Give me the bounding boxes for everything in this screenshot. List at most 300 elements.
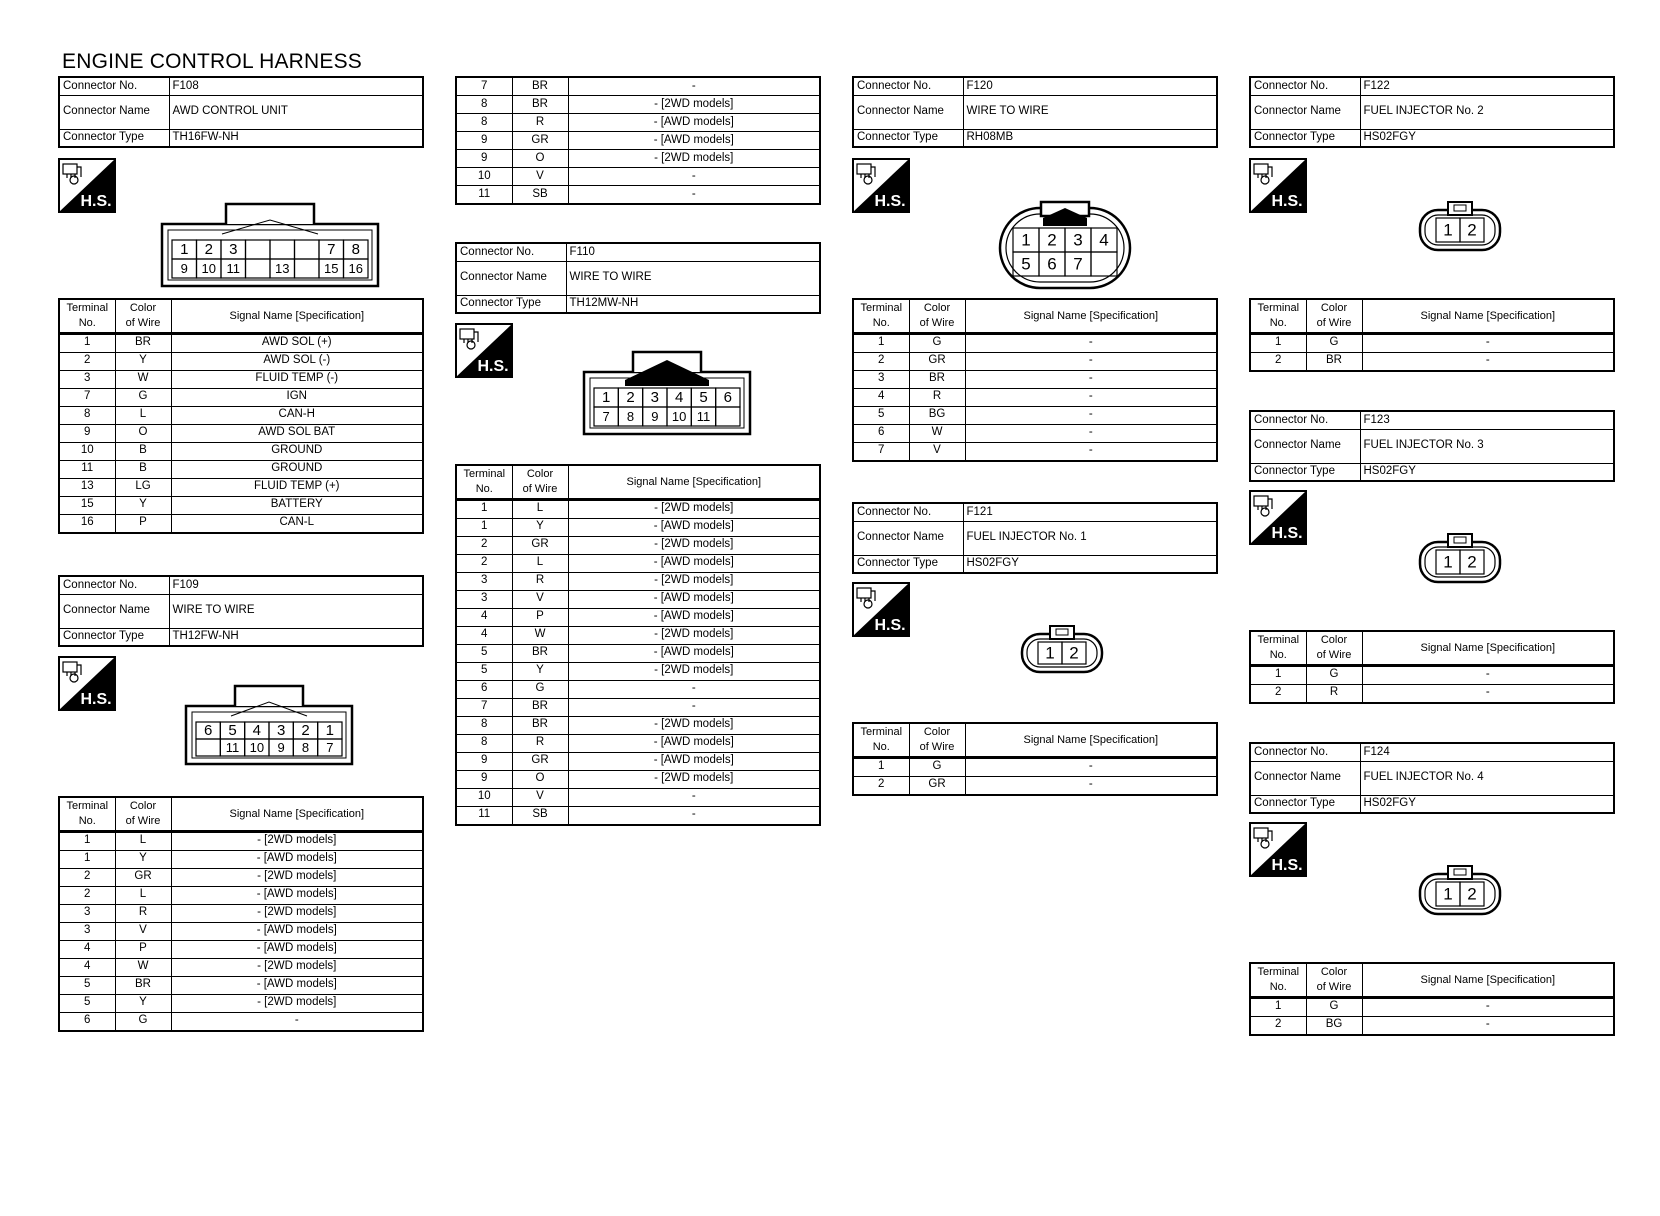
wire-color-cell: BR — [512, 96, 568, 114]
connector-no-value: F122 — [1360, 77, 1614, 95]
signal-name-header: Signal Name [Specification] — [171, 299, 423, 333]
signal-name-cell: - [2WD models] — [171, 994, 423, 1012]
signal-name-cell: - — [965, 757, 1217, 776]
wire-color-cell: GR — [512, 132, 568, 150]
pin-number: 4 — [252, 722, 262, 739]
wire-color-cell: Y — [115, 994, 171, 1012]
f122-terminal-table — [1249, 298, 1615, 372]
table-row — [456, 752, 820, 770]
signal-name-cell: AWD SOL (+) — [171, 333, 423, 352]
terminal-no-cell: 11 — [456, 806, 512, 825]
terminal-no-cell: 9 — [456, 132, 512, 150]
terminal-no-cell: 3 — [59, 904, 115, 922]
signal-name-cell: - [AWD models] — [171, 922, 423, 940]
connector-no-value: F120 — [963, 77, 1217, 95]
terminal-no-cell: 6 — [456, 680, 512, 698]
terminal-no-cell: 5 — [456, 644, 512, 662]
connector-name-label: Connector Name — [1250, 761, 1360, 795]
signal-name-cell: IGN — [171, 388, 423, 406]
terminal-no-cell: 9 — [456, 752, 512, 770]
pin-number: 1 — [1021, 230, 1031, 250]
wire-color-cell: BR — [1306, 352, 1362, 371]
signal-name-cell: - [AWD models] — [568, 518, 820, 536]
terminal-no-cell: 2 — [59, 886, 115, 904]
signal-name-cell: - [2WD models] — [171, 831, 423, 850]
signal-name-header: Signal Name [Specification] — [1362, 631, 1614, 665]
table-row — [456, 554, 820, 572]
wire-color-cell: L — [512, 499, 568, 518]
terminal-no-header: Terminal No. — [1250, 963, 1306, 997]
terminal-no-header: Terminal No. — [853, 299, 909, 333]
f120-connector-face — [998, 200, 1132, 290]
hs-label: H.S. — [1271, 193, 1303, 210]
signal-name-cell: - — [568, 698, 820, 716]
connector-name-label: Connector Name — [853, 521, 963, 555]
wire-color-cell: G — [512, 680, 568, 698]
pin-number: 13 — [275, 261, 290, 276]
signal-name-cell: - [AWD models] — [568, 734, 820, 752]
pin-number: 2 — [1467, 552, 1477, 572]
signal-name-cell: CAN-H — [171, 406, 423, 424]
wire-color-cell: GR — [909, 352, 965, 370]
wire-color-cell: V — [115, 922, 171, 940]
table-row — [456, 608, 820, 626]
pin-number: 1 — [180, 241, 189, 258]
table-row — [59, 868, 423, 886]
wire-color-cell: R — [909, 388, 965, 406]
connector-name-value: FUEL INJECTOR No. 1 — [963, 521, 1217, 555]
f124-terminal-table — [1249, 962, 1615, 1036]
wire-color-cell: SB — [512, 806, 568, 825]
wire-color-cell: BG — [909, 406, 965, 424]
connector-no-label: Connector No. — [59, 576, 169, 594]
pin-number: 1 — [1045, 643, 1055, 663]
pin-number: 10 — [671, 409, 687, 424]
table-row — [853, 406, 1217, 424]
f124-connector-header — [1249, 742, 1615, 814]
terminal-no-header: Terminal No. — [853, 723, 909, 757]
terminal-no-cell: 1 — [853, 757, 909, 776]
signal-name-header: Signal Name [Specification] — [965, 299, 1217, 333]
signal-name-cell: - [AWD models] — [171, 886, 423, 904]
terminal-no-cell: 2 — [456, 554, 512, 572]
terminal-no-cell: 15 — [59, 496, 115, 514]
terminal-no-cell: 7 — [456, 77, 512, 96]
wire-color-cell: Y — [512, 518, 568, 536]
connector-type-label: Connector Type — [1250, 795, 1360, 813]
f121-connector-face — [1020, 624, 1104, 674]
terminal-no-cell: 4 — [59, 958, 115, 976]
pin-number: 5 — [1021, 254, 1031, 274]
connector-no-value: F121 — [963, 503, 1217, 521]
table-row — [1250, 352, 1614, 371]
terminal-no-cell: 9 — [59, 424, 115, 442]
connector-name-label: Connector Name — [1250, 429, 1360, 463]
wire-color-cell: GR — [909, 776, 965, 795]
connector-name-label: Connector Name — [853, 95, 963, 129]
terminal-no-cell: 6 — [853, 424, 909, 442]
signal-name-cell: - [2WD models] — [568, 150, 820, 168]
pin-number: 1 — [1443, 552, 1453, 572]
hs-harness-side-icon — [58, 158, 116, 213]
signal-name-cell: - [AWD models] — [568, 132, 820, 150]
f122-connector-face — [1418, 200, 1502, 252]
terminal-no-cell: 4 — [853, 388, 909, 406]
signal-name-cell: - [AWD models] — [568, 590, 820, 608]
table-row — [456, 698, 820, 716]
signal-name-cell: - — [1362, 684, 1614, 703]
pin-number: 1 — [1443, 220, 1453, 240]
pin-number: 6 — [723, 389, 733, 406]
terminal-no-cell: 2 — [1250, 1016, 1306, 1035]
table-row — [59, 940, 423, 958]
wire-color-cell: V — [512, 590, 568, 608]
connector-type-label: Connector Type — [456, 295, 566, 313]
table-row — [59, 976, 423, 994]
signal-name-cell: - — [1362, 997, 1614, 1016]
terminal-no-cell: 4 — [59, 940, 115, 958]
wire-color-cell: R — [1306, 684, 1362, 703]
terminal-no-cell: 2 — [456, 536, 512, 554]
f121-terminal-table — [852, 722, 1218, 796]
terminal-no-cell: 5 — [59, 994, 115, 1012]
signal-name-cell: - [AWD models] — [568, 554, 820, 572]
pin-number: 3 — [276, 722, 286, 739]
wire-color-cell: G — [909, 757, 965, 776]
signal-name-cell: - — [965, 352, 1217, 370]
table-row — [853, 757, 1217, 776]
connector-type-value: TH12MW-NH — [566, 295, 820, 313]
wire-color-cell: O — [512, 150, 568, 168]
wire-color-cell: BG — [1306, 1016, 1362, 1035]
wire-color-cell: GR — [512, 752, 568, 770]
connector-no-label: Connector No. — [456, 243, 566, 261]
signal-name-cell: - — [568, 806, 820, 825]
pin-number: 11 — [226, 261, 240, 276]
hs-harness-side-icon — [455, 323, 513, 378]
connector-type-label: Connector Type — [1250, 463, 1360, 481]
signal-name-cell: - — [1362, 333, 1614, 352]
connector-name-label: Connector Name — [456, 261, 566, 295]
pin-number: 2 — [1467, 884, 1477, 904]
signal-name-cell: - [AWD models] — [171, 940, 423, 958]
signal-name-cell: - [2WD models] — [568, 626, 820, 644]
wire-color-cell: W — [115, 958, 171, 976]
connector-name-value: WIRE TO WIRE — [169, 594, 423, 628]
color-of-wire-header: Color of Wire — [909, 299, 965, 333]
table-row — [59, 388, 423, 406]
connector-no-value: F109 — [169, 576, 423, 594]
connector-name-value: FUEL INJECTOR No. 2 — [1360, 95, 1614, 129]
table-row — [456, 662, 820, 680]
table-row — [853, 424, 1217, 442]
table-row — [456, 77, 820, 96]
f123-connector-header — [1249, 410, 1615, 482]
table-row — [59, 442, 423, 460]
wire-color-cell: G — [115, 388, 171, 406]
wire-color-cell: B — [115, 442, 171, 460]
connector-type-value: TH12FW-NH — [169, 628, 423, 646]
pin-number: 5 — [699, 389, 708, 406]
pin-number: 10 — [201, 261, 216, 276]
table-row — [59, 424, 423, 442]
pin-number: 3 — [650, 389, 660, 406]
terminal-no-cell: 4 — [456, 626, 512, 644]
signal-name-cell: BATTERY — [171, 496, 423, 514]
f108-connector-header — [58, 76, 424, 148]
table-row — [853, 442, 1217, 461]
signal-name-cell: - — [568, 788, 820, 806]
terminal-no-cell: 2 — [853, 776, 909, 795]
table-header-row — [1250, 963, 1614, 997]
pin-number: 11 — [225, 740, 240, 755]
pin-number: 6 — [203, 722, 213, 739]
table-header-row — [59, 299, 423, 333]
signal-name-header: Signal Name [Specification] — [1362, 299, 1614, 333]
signal-name-cell: - [AWD models] — [171, 850, 423, 868]
hs-harness-side-icon — [1249, 822, 1307, 877]
table-row — [59, 1012, 423, 1031]
signal-name-cell: - [AWD models] — [568, 752, 820, 770]
terminal-no-cell: 2 — [59, 352, 115, 370]
hs-label: H.S. — [80, 193, 112, 210]
connector-no-label: Connector No. — [1250, 77, 1360, 95]
terminal-no-cell: 2 — [1250, 684, 1306, 703]
wire-color-cell: P — [512, 608, 568, 626]
wire-color-cell: Y — [512, 662, 568, 680]
table-row — [456, 590, 820, 608]
signal-name-cell: - [2WD models] — [568, 716, 820, 734]
connector-name-value: WIRE TO WIRE — [566, 261, 820, 295]
terminal-no-cell: 8 — [456, 96, 512, 114]
terminal-no-header: Terminal No. — [1250, 631, 1306, 665]
wire-color-cell: BR — [512, 77, 568, 96]
wire-color-cell: GR — [512, 536, 568, 554]
table-row — [59, 406, 423, 424]
terminal-no-cell: 8 — [59, 406, 115, 424]
signal-name-header: Signal Name [Specification] — [1362, 963, 1614, 997]
wire-color-cell: Y — [115, 496, 171, 514]
color-of-wire-header: Color of Wire — [1306, 299, 1362, 333]
f123-terminal-table — [1249, 630, 1615, 704]
f108-connector-face — [160, 202, 380, 288]
wire-color-cell: L — [512, 554, 568, 572]
table-row — [853, 352, 1217, 370]
terminal-no-cell: 2 — [59, 868, 115, 886]
terminal-no-cell: 8 — [456, 716, 512, 734]
table-row — [59, 333, 423, 352]
table-row — [59, 496, 423, 514]
pin-number: 2 — [301, 722, 310, 739]
wire-color-cell: Y — [115, 850, 171, 868]
terminal-no-cell: 6 — [59, 1012, 115, 1031]
terminal-no-cell: 7 — [456, 698, 512, 716]
f108-terminal-table — [58, 298, 424, 534]
connector-type-label: Connector Type — [853, 555, 963, 573]
hs-label: H.S. — [477, 358, 509, 375]
signal-name-cell: - — [965, 776, 1217, 795]
table-row — [1250, 684, 1614, 703]
table-row — [456, 626, 820, 644]
table-header-row — [456, 465, 820, 499]
wire-color-cell: W — [115, 370, 171, 388]
terminal-no-cell: 5 — [853, 406, 909, 424]
signal-name-cell: - [AWD models] — [568, 608, 820, 626]
hs-label: H.S. — [1271, 857, 1303, 874]
table-row — [853, 333, 1217, 352]
signal-name-cell: - [AWD models] — [568, 644, 820, 662]
wire-color-cell: V — [512, 168, 568, 186]
signal-name-cell: - [AWD models] — [171, 976, 423, 994]
terminal-no-cell: 2 — [853, 352, 909, 370]
wire-color-cell: R — [512, 114, 568, 132]
wire-color-cell: B — [115, 460, 171, 478]
color-of-wire-header: Color of Wire — [1306, 963, 1362, 997]
color-of-wire-header: Color of Wire — [115, 797, 171, 831]
hs-harness-side-icon — [1249, 490, 1307, 545]
table-row — [59, 831, 423, 850]
table-row — [59, 958, 423, 976]
signal-name-cell: FLUID TEMP (-) — [171, 370, 423, 388]
signal-name-cell: - [2WD models] — [568, 536, 820, 554]
signal-name-header: Signal Name [Specification] — [171, 797, 423, 831]
table-header-row — [1250, 299, 1614, 333]
wire-color-cell: L — [115, 831, 171, 850]
signal-name-cell: GROUND — [171, 442, 423, 460]
pin-number: 10 — [249, 740, 265, 755]
wire-color-cell: G — [1306, 665, 1362, 684]
terminal-no-header: Terminal No. — [59, 299, 115, 333]
signal-name-cell: - [2WD models] — [568, 662, 820, 680]
pin-number: 7 — [326, 740, 334, 755]
connector-no-label: Connector No. — [853, 503, 963, 521]
terminal-no-header: Terminal No. — [456, 465, 512, 499]
pin-number: 3 — [1073, 230, 1083, 250]
pin-number: 5 — [228, 722, 237, 739]
signal-name-cell: - — [568, 168, 820, 186]
pin-number: 7 — [602, 409, 610, 424]
pin-number: 16 — [348, 261, 363, 276]
page-title: ENGINE CONTROL HARNESS — [62, 50, 362, 73]
signal-name-cell: CAN-L — [171, 514, 423, 533]
wire-color-cell: GR — [115, 868, 171, 886]
table-row — [59, 994, 423, 1012]
pin-number: 2 — [1467, 220, 1477, 240]
terminal-no-cell: 11 — [59, 460, 115, 478]
table-row — [1250, 1016, 1614, 1035]
table-row — [456, 734, 820, 752]
terminal-no-cell: 1 — [59, 333, 115, 352]
terminal-no-cell: 1 — [1250, 333, 1306, 352]
table-row — [456, 114, 820, 132]
connector-type-value: TH16FW-NH — [169, 129, 423, 147]
connector-name-label: Connector Name — [59, 594, 169, 628]
f110-connector-face — [582, 350, 752, 436]
pin-number: 2 — [1047, 230, 1057, 250]
pin-number: 3 — [229, 241, 238, 258]
table-row — [59, 850, 423, 868]
connector-no-value: F123 — [1360, 411, 1614, 429]
hs-harness-side-icon — [852, 158, 910, 213]
connector-name-value: FUEL INJECTOR No. 3 — [1360, 429, 1614, 463]
wire-color-cell: G — [909, 333, 965, 352]
color-of-wire-header: Color of Wire — [512, 465, 568, 499]
terminal-no-cell: 3 — [59, 922, 115, 940]
table-row — [59, 478, 423, 496]
f110-connector-header — [455, 242, 821, 314]
f109-terminal-table — [58, 796, 424, 1032]
signal-name-cell: - — [1362, 665, 1614, 684]
wire-color-cell: R — [512, 734, 568, 752]
table-row — [456, 788, 820, 806]
table-row — [853, 370, 1217, 388]
connector-no-label: Connector No. — [1250, 411, 1360, 429]
pin-number: 15 — [324, 261, 339, 276]
wire-color-cell: BR — [512, 644, 568, 662]
terminal-no-cell: 7 — [853, 442, 909, 461]
table-row — [456, 716, 820, 734]
wire-color-cell: LG — [115, 478, 171, 496]
terminal-no-cell: 1 — [456, 499, 512, 518]
pin-number: 11 — [696, 409, 711, 424]
f121-connector-header — [852, 502, 1218, 574]
color-of-wire-header: Color of Wire — [909, 723, 965, 757]
table-row — [1250, 333, 1614, 352]
signal-name-cell: - — [965, 333, 1217, 352]
terminal-no-cell: 3 — [853, 370, 909, 388]
table-row — [456, 499, 820, 518]
wire-color-cell: BR — [909, 370, 965, 388]
f124-connector-face — [1418, 864, 1502, 916]
pin-number: 6 — [1047, 254, 1057, 274]
table-row — [456, 96, 820, 114]
table-row — [456, 572, 820, 590]
terminal-no-cell: 10 — [456, 788, 512, 806]
connector-type-value: HS02FGY — [1360, 463, 1614, 481]
terminal-no-cell: 8 — [456, 114, 512, 132]
terminal-no-cell: 1 — [1250, 997, 1306, 1016]
table-row — [59, 460, 423, 478]
terminal-no-cell: 1 — [853, 333, 909, 352]
signal-name-cell: - [2WD models] — [568, 770, 820, 788]
f122-connector-header — [1249, 76, 1615, 148]
signal-name-cell: - [AWD models] — [568, 114, 820, 132]
pin-number: 2 — [204, 241, 213, 258]
wire-color-cell: L — [115, 886, 171, 904]
connector-type-value: HS02FGY — [1360, 795, 1614, 813]
pin-number: 2 — [626, 389, 635, 406]
terminal-no-cell: 4 — [456, 608, 512, 626]
pin-number: 7 — [1073, 254, 1083, 274]
signal-name-cell: FLUID TEMP (+) — [171, 478, 423, 496]
pin-number: 1 — [1443, 884, 1453, 904]
terminal-no-cell: 8 — [456, 734, 512, 752]
hs-label: H.S. — [80, 691, 112, 708]
terminal-no-cell: 2 — [1250, 352, 1306, 371]
table-row — [456, 150, 820, 168]
table-row — [59, 514, 423, 533]
connector-type-label: Connector Type — [59, 129, 169, 147]
table-row — [456, 770, 820, 788]
wire-color-cell: Y — [115, 352, 171, 370]
pin-number: 4 — [674, 389, 684, 406]
signal-name-cell: - — [171, 1012, 423, 1031]
signal-name-cell: - — [965, 370, 1217, 388]
wire-color-cell: V — [909, 442, 965, 461]
table-row — [456, 806, 820, 825]
signal-name-cell: - — [568, 77, 820, 96]
wire-color-cell: BR — [115, 333, 171, 352]
